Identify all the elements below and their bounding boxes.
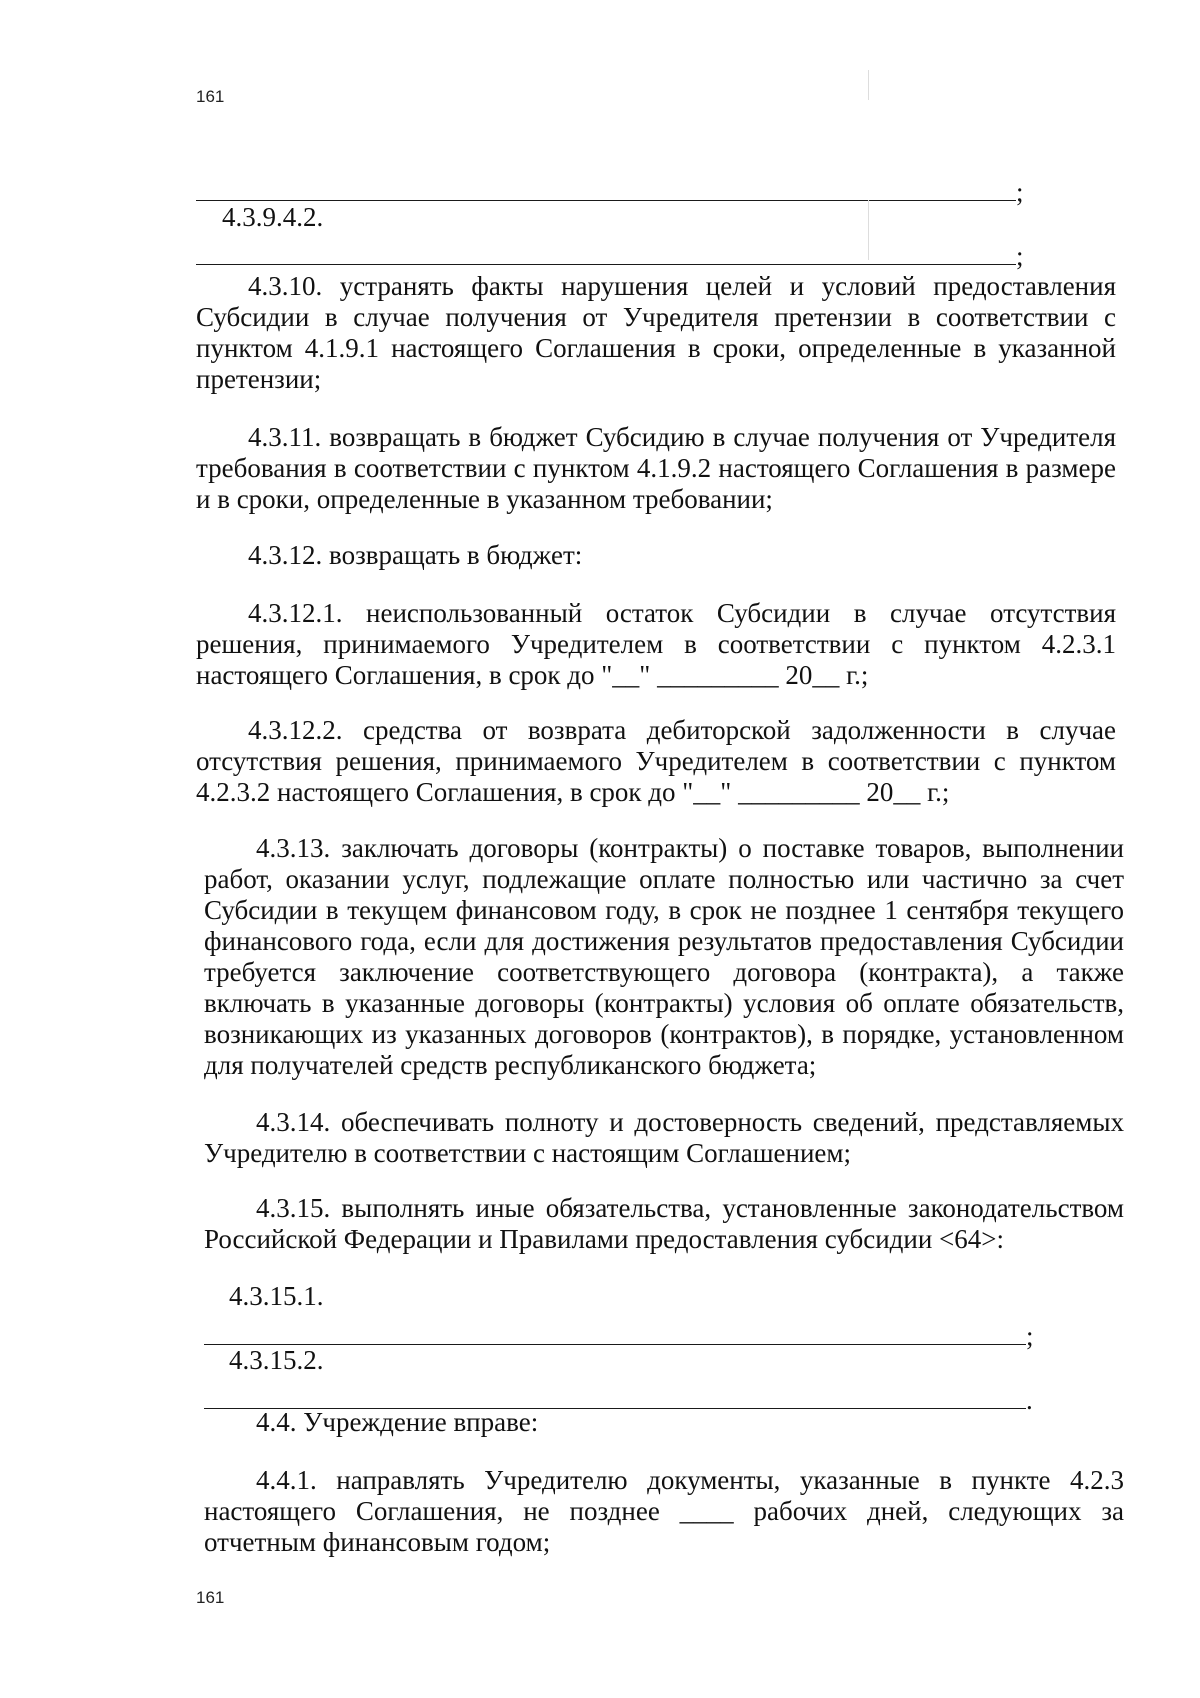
clause-paragraph: 4.3.12. возвращать в бюджет:	[248, 540, 583, 570]
line-end-mark: ;	[1016, 177, 1024, 207]
page-number-top: 161	[196, 87, 225, 106]
line-end-mark: ;	[1016, 241, 1024, 271]
fill-in-line	[204, 1384, 1026, 1409]
fill-in-line	[204, 1320, 1026, 1345]
clause-label: 4.3.15.2.	[229, 1345, 324, 1375]
page-number-bottom: 161	[196, 1588, 225, 1607]
section-heading: 4.4. Учреждение вправе:	[256, 1407, 539, 1437]
clause-label: 4.3.15.1.	[229, 1281, 324, 1311]
clause-paragraph: 4.3.12.2. средства от возврата дебиторской задолженности в случае отсутствия решения, принимаемого Учредителем в соответствии с пунктом 4.2.3.2 настоящего Соглашения, в срок до "__" _________ 20__ г.;	[196, 715, 1116, 807]
clause-paragraph: 4.3.15. выполнять иные обязательства, установленные законодательством Российской Федерации и Правилами предоставления субсидии <64>:	[204, 1193, 1124, 1254]
clause-label: 4.3.9.4.2.	[222, 202, 324, 232]
clause-paragraph: 4.3.11. возвращать в бюджет Субсидию в случае получения от Учредителя требования в соответствии с пунктом 4.1.9.2 настоящего Соглашения в размере и в сроки, определенные в указанном требовании;	[196, 422, 1116, 514]
scan-artifact	[868, 70, 869, 100]
clause-paragraph: 4.3.14. обеспечивать полноту и достоверность сведений, представляемых Учредителю в соответствии с настоящим Соглашением;	[204, 1107, 1124, 1168]
fill-in-line	[196, 176, 1016, 201]
scan-artifact	[868, 200, 869, 260]
clause-paragraph: 4.3.13. заключать договоры (контракты) о поставке товаров, выполнении работ, оказании услуг, подлежащие оплате полностью или частично за счет Субсидии в текущем финансовом году, в срок не позднее 1 сентября текущего финансового года, если для достижения результатов предоставления Субсидии требуется заключение соответствующего договора (контракта), а также включать в указанные договоры (контракты) условия об оплате обязательств, возникающих из указанных договоров (контрактов), в порядке, установленном для получателей средств республиканского бюджета;	[204, 833, 1124, 1080]
line-end-mark: ;	[1026, 1321, 1034, 1351]
clause-paragraph: 4.3.12.1. неиспользованный остаток Субсидии в случае отсутствия решения, принимаемого Учредителем в соответствии с пунктом 4.2.3.1 настоящего Соглашения, в срок до "__" _________ 20__ г.;	[196, 598, 1116, 690]
line-end-mark: .	[1026, 1385, 1033, 1415]
clause-paragraph: 4.3.10. устранять факты нарушения целей и условий предоставления Субсидии в случае получения от Учредителя претензии в соответствии с пунктом 4.1.9.1 настоящего Соглашения в сроки, определенные в указанной претензии;	[196, 271, 1116, 394]
fill-in-line	[196, 240, 1016, 265]
clause-paragraph: 4.4.1. направлять Учредителю документы, указанные в пункте 4.2.3 настоящего Соглашения, не позднее ____ рабочих дней, следующих за отчетным финансовым годом;	[204, 1465, 1124, 1557]
